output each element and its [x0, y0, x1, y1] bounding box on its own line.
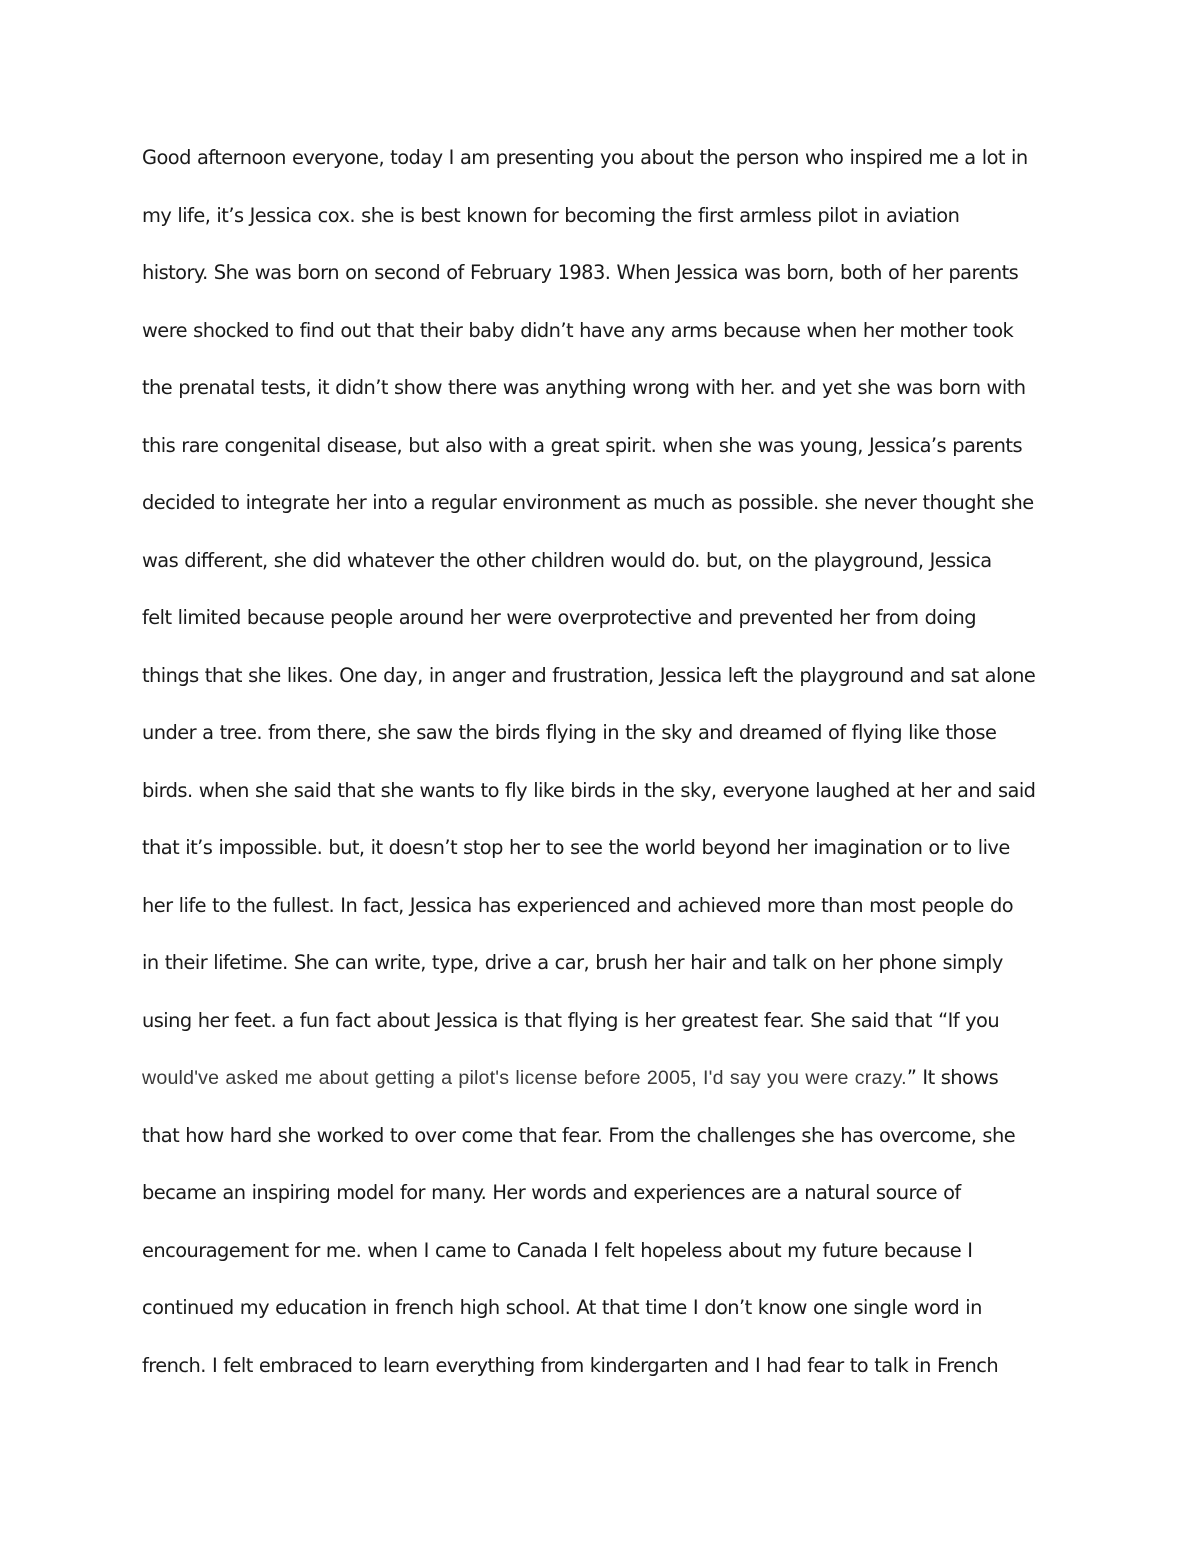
quoted-text: would've asked me about getting a pilot's license before 2005, I'd say you were crazy.: [142, 1067, 907, 1089]
quote-text-line: [142, 1058, 1072, 1116]
text-line: encouragement for me. when I came to Canada I felt hopeless about my future because I: [142, 1238, 973, 1262]
text-line: was different, she did whatever the other children would do. but, on the playground, Jessica: [142, 548, 992, 572]
essay-body: [142, 138, 1072, 1403]
text-line: birds. when she said that she wants to fly like birds in the sky, everyone laughed at her and said: [142, 778, 1036, 802]
text-line: became an inspiring model for many. Her words and experiences are a natural source of: [142, 1181, 961, 1204]
text-line: that it’s impossible. but, it doesn’t stop her to see the world beyond her imagination or to live: [142, 836, 1010, 859]
text-line: things that she likes. One day, in anger and frustration, Jessica left the playground and sat alone: [142, 663, 1036, 687]
text-line: that how hard she worked to over come that fear. From the challenges she has overcome, she: [142, 1123, 1016, 1147]
text-line: in their lifetime. She can write, type, drive a car, brush her hair and talk on her phone simply: [142, 951, 1003, 974]
text-line: the prenatal tests, it didn’t show there was anything wrong with her. and yet she was born with: [142, 376, 1026, 399]
text-line: my life, it’s Jessica cox. she is best known for becoming the first armless pilot in aviation: [142, 203, 960, 227]
text-line: were shocked to find out that their baby didn’t have any arms because when her mother took: [142, 318, 1014, 342]
text-line: Good afternoon everyone, today I am presenting you about the person who inspired me a lot in: [142, 146, 1028, 169]
text-line: continued my education in french high school. At that time I don’t know one single word in: [142, 1296, 982, 1319]
text-line: french. I felt embraced to learn everything from kindergarten and I had fear to talk in French: [142, 1353, 999, 1377]
text-line: under a tree. from there, she saw the birds flying in the sky and dreamed of flying like those: [142, 721, 997, 744]
text-after-quote: ” It shows: [906, 1066, 999, 1089]
text-line: her life to the fullest. In fact, Jessica has experienced and achieved more than most people do: [142, 893, 1014, 917]
text-line: using her feet. a fun fact about Jessica is that flying is her greatest fear. She said that “If you: [142, 1008, 1000, 1032]
text-line: history. She was born on second of February 1983. When Jessica was born, both of her parents: [142, 261, 1019, 284]
text-line: this rare congenital disease, but also with a great spirit. when she was young, Jessica’s parents: [142, 433, 1023, 457]
text-line: decided to integrate her into a regular environment as much as possible. she never thought she: [142, 491, 1034, 514]
text-line: felt limited because people around her were overprotective and prevented her from doing: [142, 606, 977, 629]
